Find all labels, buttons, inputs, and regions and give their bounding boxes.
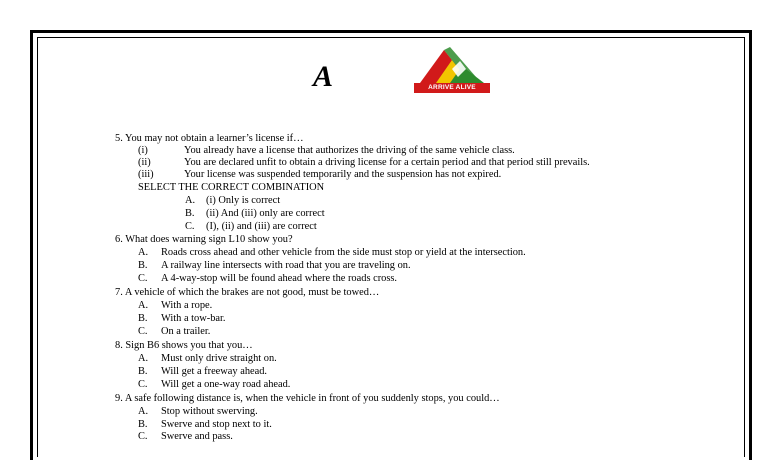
q5-item-text: Your license was suspended temporarily and the suspension has not expired.	[184, 169, 502, 180]
q8-option-text: Will get a freeway ahead.	[161, 366, 268, 377]
q9-option-text: Swerve and stop next to it.	[161, 419, 272, 430]
q5-option-text: (i) Only is correct	[206, 195, 281, 206]
q6-option-text: A railway line intersects with road that you are traveling on.	[161, 260, 411, 271]
q5-option-letter: A.	[185, 195, 196, 206]
q9-option-text: Swerve and pass.	[161, 431, 233, 442]
question-6-stem: 6. What does warning sign L10 show you?	[115, 234, 293, 245]
paper-version-letter: A	[313, 60, 334, 93]
q7-option-text: With a rope.	[161, 300, 213, 311]
question-9-stem: 9. A safe following distance is, when the vehicle in front of you suddenly stops, you could…	[115, 393, 500, 404]
q5-option-text: (I), (ii) and (iii) are correct	[206, 221, 317, 232]
q9-option-letter: B.	[138, 419, 148, 430]
q5-item-number: (ii)	[138, 157, 151, 168]
q6-option-text: Roads cross ahead and other vehicle from the side must stop or yield at the intersection.	[161, 247, 526, 258]
q7-option-letter: B.	[138, 313, 148, 324]
question-8-stem: 8. Sign B6 shows you that you…	[115, 340, 253, 351]
q6-option-text: A 4-way-stop will be found ahead where the roads cross.	[161, 273, 398, 284]
q9-option-text: Stop without swerving.	[161, 406, 258, 417]
question-7-stem: 7. A vehicle of which the brakes are not good, must be towed…	[115, 287, 380, 298]
q7-option-text: On a trailer.	[161, 326, 211, 337]
q6-option-letter: A.	[138, 247, 149, 258]
q8-option-letter: C.	[138, 379, 148, 390]
q9-option-letter: A.	[138, 406, 149, 417]
q6-option-letter: B.	[138, 260, 148, 271]
q7-option-text: With a tow-bar.	[161, 313, 226, 324]
q8-option-letter: B.	[138, 366, 148, 377]
q6-option-letter: C.	[138, 273, 148, 284]
q5-instruction: SELECT THE CORRECT COMBINATION	[138, 182, 325, 193]
q8-option-text: Must only drive straight on.	[161, 353, 277, 364]
q5-option-text: (ii) And (iii) only are correct	[206, 208, 325, 219]
q7-option-letter: A.	[138, 300, 149, 311]
q5-item-text: You are declared unfit to obtain a driving license for a certain period and that period still prevails.	[184, 157, 590, 168]
logo-caption: ARRIVE ALIVE	[414, 83, 490, 93]
q5-option-letter: B.	[185, 208, 195, 219]
q5-option-letter: C.	[185, 221, 195, 232]
q8-option-letter: A.	[138, 353, 149, 364]
q5-item-number: (i)	[138, 145, 148, 156]
q5-item-text: You already have a license that authorizes the driving of the same vehicle class.	[184, 145, 515, 156]
q9-option-letter: C.	[138, 431, 148, 442]
q7-option-letter: C.	[138, 326, 148, 337]
q5-item-number: (iii)	[138, 169, 154, 180]
q8-option-text: Will get a one-way road ahead.	[161, 379, 291, 390]
question-5-stem: 5. You may not obtain a learner’s license if…	[115, 133, 304, 144]
